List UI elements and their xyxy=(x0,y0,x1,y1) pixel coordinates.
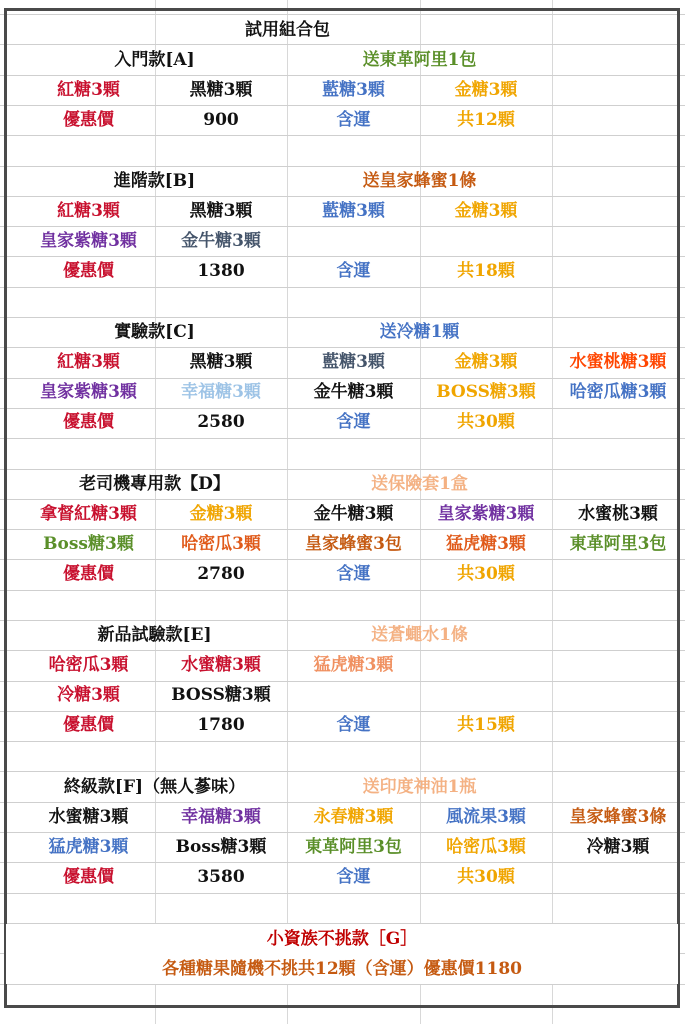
pack-b-total: 共18顆 xyxy=(457,261,515,281)
pack-d-item: Boss糖3顆 xyxy=(43,534,134,554)
pack-d-name: 老司機專用款【D】 xyxy=(79,474,230,494)
pack-f-total: 共30顆 xyxy=(457,867,515,887)
pack-d-shipping: 含運 xyxy=(336,564,371,584)
pack-c-total: 共30顆 xyxy=(457,412,515,432)
pack-c-item: 金牛糖3顆 xyxy=(313,382,394,402)
pack-g-name: 小資族不挑款［G］ xyxy=(6,924,678,954)
pack-a-item: 藍糖3顆 xyxy=(322,80,385,100)
pack-d-item: 水蜜桃3顆 xyxy=(578,504,658,524)
pack-f-item: 猛虎糖3顆 xyxy=(48,837,129,857)
pack-a-item: 紅糖3顆 xyxy=(57,80,120,100)
pack-b-item: 黑糖3顆 xyxy=(189,201,253,221)
pack-f-item: 冷糖3顆 xyxy=(586,837,650,857)
pack-d-item: 東革阿里3包 xyxy=(569,534,667,554)
pack-f-item: 永春糖3顆 xyxy=(313,807,394,827)
pack-f-item: 哈密瓜3顆 xyxy=(446,837,526,857)
pack-e-shipping: 含運 xyxy=(336,715,371,735)
sheet-title: 試用組合包 xyxy=(245,20,330,40)
pack-f-item: 東革阿里3包 xyxy=(305,837,402,857)
pack-b-gift: 送皇家蜂蜜1條 xyxy=(362,171,477,191)
pack-c-price: 2580 xyxy=(197,412,245,432)
pack-b-item: 皇家紫糖3顆 xyxy=(40,231,137,251)
pack-d-item: 皇家紫糖3顆 xyxy=(437,504,535,524)
pack-e-total: 共15顆 xyxy=(457,715,515,735)
pack-b-item: 紅糖3顆 xyxy=(57,201,120,221)
pack-b-price-label: 優惠價 xyxy=(63,261,114,281)
pack-b-price: 1380 xyxy=(197,261,245,281)
pack-f-item: 皇家蜂蜜3條 xyxy=(569,807,667,827)
pack-c-item: 水蜜桃糖3顆 xyxy=(569,352,667,372)
pack-e-price-label: 優惠價 xyxy=(63,715,114,735)
pack-c-item: BOSS糖3顆 xyxy=(436,382,536,402)
pack-c-item: 紅糖3顆 xyxy=(57,352,120,372)
pack-d-item: 金糖3顆 xyxy=(189,504,253,524)
pack-a-price: 900 xyxy=(203,110,239,130)
pack-d-gift: 送保險套1盒 xyxy=(371,474,468,494)
pack-e-item: 水蜜糖3顆 xyxy=(181,655,261,675)
pack-d-item: 猛虎糖3顆 xyxy=(446,534,526,554)
pack-d-price: 2780 xyxy=(197,564,245,584)
pack-d-total: 共30顆 xyxy=(457,564,515,584)
pack-d-item: 哈密瓜3顆 xyxy=(181,534,261,554)
pack-d-item: 拿督紅糖3顆 xyxy=(40,504,137,524)
pack-e-price: 1780 xyxy=(197,715,245,735)
pack-e-item: 哈密瓜3顆 xyxy=(48,655,129,675)
pack-e-item: 猛虎糖3顆 xyxy=(313,655,394,675)
pack-d-price-label: 優惠價 xyxy=(63,564,114,584)
pack-a-gift: 送東革阿里1包 xyxy=(362,50,477,70)
pack-c-name: 實驗款[C] xyxy=(114,322,195,342)
pack-a-name: 入門款[A] xyxy=(114,50,195,70)
pack-c-item: 皇家紫糖3顆 xyxy=(40,382,137,402)
pack-a-item: 黑糖3顆 xyxy=(189,80,253,100)
pack-a-item: 金糖3顆 xyxy=(454,80,518,100)
pack-c-item: 幸福糖3顆 xyxy=(181,382,261,402)
pack-f-price: 3580 xyxy=(197,867,245,887)
pack-f-item: Boss糖3顆 xyxy=(175,837,267,857)
pack-f-item: 幸福糖3顆 xyxy=(181,807,261,827)
pack-b-name: 進階款[B] xyxy=(113,171,196,191)
pack-c-item: 藍糖3顆 xyxy=(322,352,385,372)
pack-a-total: 共12顆 xyxy=(457,110,515,130)
pack-c-item: 哈密瓜糖3顆 xyxy=(569,382,667,402)
pack-c-gift: 送冷糖1顆 xyxy=(379,322,460,342)
pack-b-shipping: 含運 xyxy=(336,261,371,281)
pack-e-item: BOSS糖3顆 xyxy=(171,685,271,705)
pack-f-name: 終級款[F]（無人蔘味） xyxy=(63,777,246,797)
pack-b-item: 金糖3顆 xyxy=(454,201,518,221)
pack-d-item: 皇家蜂蜜3包 xyxy=(305,534,402,554)
pack-f-gift: 送印度神油1瓶 xyxy=(362,777,477,797)
pack-f-price-label: 優惠價 xyxy=(63,867,114,887)
pack-c-price-label: 優惠價 xyxy=(63,412,114,432)
pack-e-gift: 送蒼蠅水1條 xyxy=(371,625,468,645)
pack-g-desc: 各種糖果隨機不挑共12顆（含運）優惠價1180 xyxy=(6,954,678,984)
pack-b-item: 金牛糖3顆 xyxy=(181,231,261,251)
pack-a-price-label: 優惠價 xyxy=(63,110,114,130)
pack-a-shipping: 含運 xyxy=(336,110,371,130)
pack-e-name: 新品試驗款[E] xyxy=(97,625,212,645)
pack-f-item: 風流果3顆 xyxy=(446,807,526,827)
pack-d-item: 金牛糖3顆 xyxy=(313,504,394,524)
pack-f-item: 水蜜糖3顆 xyxy=(48,807,129,827)
pack-e-item: 冷糖3顆 xyxy=(57,685,120,705)
pack-c-shipping: 含運 xyxy=(336,412,371,432)
pack-c-item: 金糖3顆 xyxy=(454,352,518,372)
pack-b-item: 藍糖3顆 xyxy=(322,201,385,221)
pack-f-shipping: 含運 xyxy=(336,867,371,887)
pack-c-item: 黑糖3顆 xyxy=(189,352,253,372)
